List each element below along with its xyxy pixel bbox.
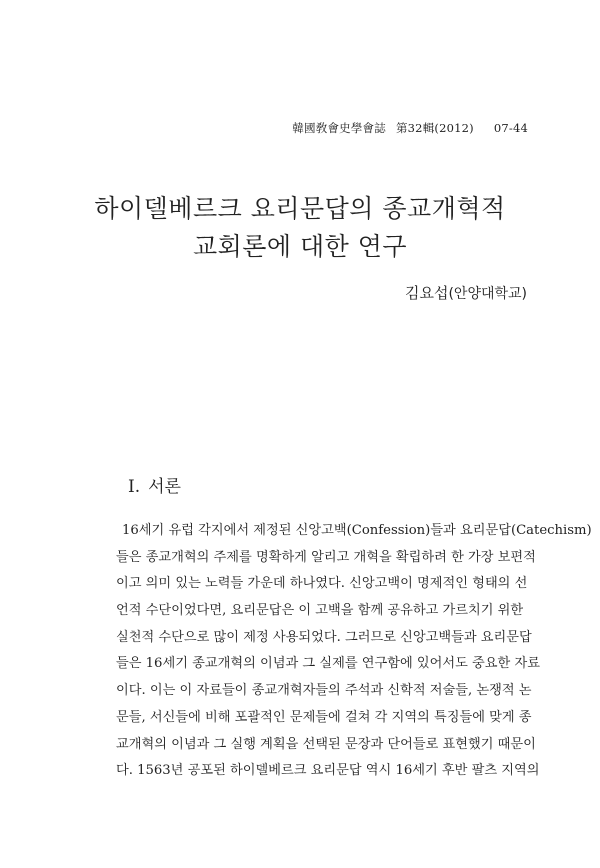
running-header: [292, 120, 528, 136]
body-line: 들은 종교개혁의 주제를 명확하게 알리고 개혁을 확립하려 한 가장 보편적: [116, 549, 536, 565]
author-affiliation: (안양대학교): [448, 286, 527, 302]
author-name: 김요섭: [404, 284, 449, 302]
section-heading: [128, 472, 181, 497]
body-line: 실천적 수단으로 많이 제정 사용되었다. 그러므로 신앙고백들과 요리문답: [116, 629, 532, 645]
body-line: 언적 수단이었다면, 요리문답은 이 고백을 함께 공유하고 가르치기 위한: [116, 603, 524, 619]
section-number: Ⅰ.: [128, 477, 141, 497]
author-byline: [405, 282, 527, 303]
journal-volume: 第32輯(2012): [395, 121, 474, 135]
body-line: 문들, 서신들에 비해 포괄적인 문제들에 걸쳐 각 지역의 특징들에 맞게 종: [116, 709, 532, 725]
section-title: 서론: [148, 477, 181, 497]
body-line: 이고 의미 있는 노력들 가운데 하나였다. 신앙고백이 명제적인 형태의 선: [116, 576, 528, 592]
title-line-2: 교회론에 대한 연구: [192, 232, 408, 261]
paper-title: [0, 190, 600, 266]
body-line: 들은 16세기 종교개혁의 이념과 그 실제를 연구함에 있어서도 중요한 자료: [116, 656, 540, 672]
body-line: 다. 1563년 공포된 하이델베르크 요리문답 역시 16세기 후반 팔츠 지역의: [116, 763, 540, 779]
page-range: 07-44: [493, 121, 528, 135]
body-line: 16세기 유럽 각지에서 제정된 신앙고백(Confession)들과 요리문답(Catechism): [122, 523, 592, 538]
body-line: 이다. 이는 이 자료들이 종교개혁자들의 주석과 신학적 저술들, 논쟁적 논: [116, 683, 532, 699]
title-line-1: 하이델베르크 요리문답의 종교개혁적: [94, 194, 506, 223]
body-paragraph: [116, 518, 592, 785]
body-line: 교개혁의 이념과 그 실행 계획을 선택된 문장과 단어들로 표현했기 때문이: [116, 736, 536, 752]
journal-name: 韓國敎會史學會誌: [292, 121, 386, 135]
